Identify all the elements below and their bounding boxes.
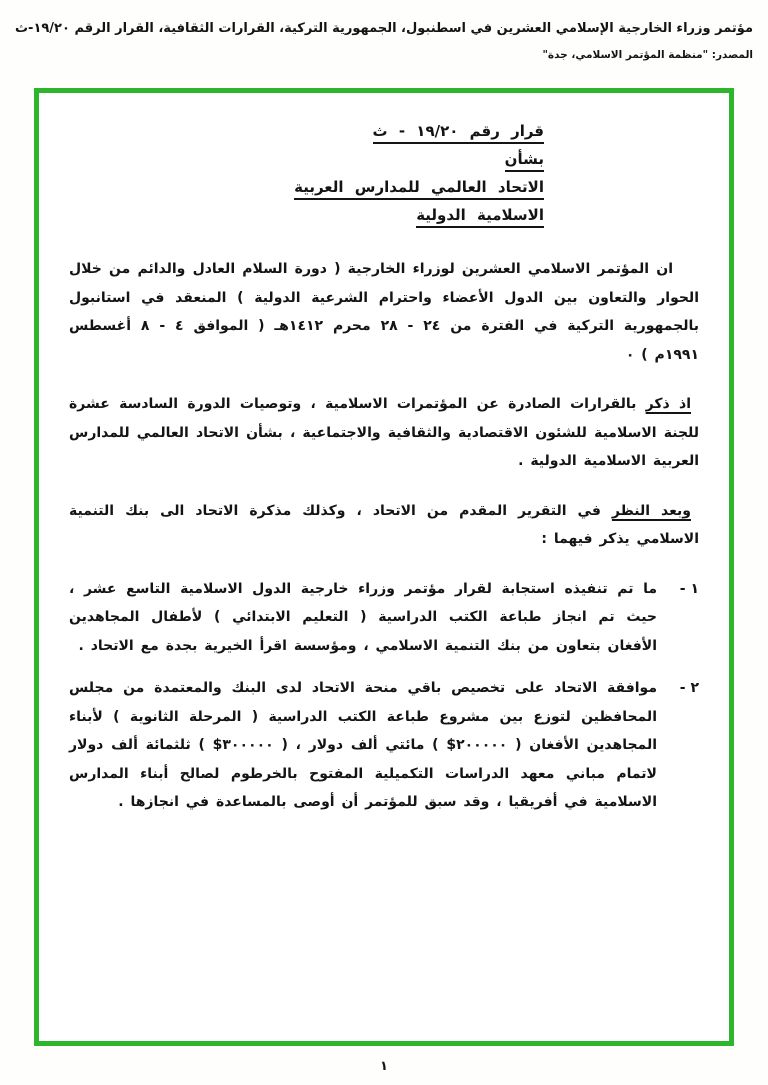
list-item-1 bbox=[69, 575, 699, 661]
green-border-frame bbox=[34, 88, 734, 1046]
preamble-paragraph bbox=[69, 255, 699, 369]
resolution-number-line bbox=[69, 117, 544, 145]
recalling-lead: اذ ذكر bbox=[645, 396, 691, 412]
page-number: ١ bbox=[380, 1059, 388, 1074]
resolution-number-text: قرار رقم ١٩/٢٠ - ث bbox=[373, 122, 544, 144]
resolution-subject-line-2-text: الاسلامية الدولية bbox=[416, 206, 544, 228]
list-item-2-number: ٢ - bbox=[679, 680, 699, 696]
list-item-2-text: موافقة الاتحاد على تخصيص باقي منحة الاتحاد لدى البنك والمعتمدة من مجلس المحافظين لتوزع بين مشروع طباعة الكتب الدراسية ( المرحلة الثانوية ) لأبناء المجاهدين الأفغان ( ٢٠٠٠٠٠$ ) مائتي ألف دولار ، ( ٣٠٠٠٠٠$ ) ثلثمائة ألف دولار لاتمام مباني معهد الدراسات التكميلية المفتوح بالخرطوم لصالح أبناء المدارس الاسلامية في أفريقيا ، وقد سبق للمؤتمر أن أوصى بالمساعدة في انجازها . bbox=[69, 680, 657, 810]
having-reviewed-lead: وبعد النظر bbox=[611, 502, 691, 519]
list-item-2 bbox=[69, 674, 699, 817]
document-header-line: مؤتمر وزراء الخارجية الإسلامي العشرين في اسطنبول، الجمهورية التركية، القرارات الثقافية، القرار الرقم ١٩/٢٠-ث bbox=[14, 21, 753, 36]
list-item-1-text: ما تم تنفيذه استجابة لقرار مؤتمر وزراء خارجية الدول الاسلامية التاسع عشر ، حيث تم انجاز طباعة الكتب الدراسية ( التعليم الابتدائي ) لأطفال المجاهدين الأفغان بتعاون من بنك التنمية الاسلامي ، ومؤسسة اقرأ الخيرية بجدة مع الاتحاد . bbox=[69, 580, 657, 654]
having-reviewed-paragraph bbox=[69, 497, 699, 554]
having-reviewed-paragraph-text: في التقرير المقدم من الاتحاد ، وكذلك مذكرة الاتحاد الى بنك التنمية الاسلامي يذكر فيهما : bbox=[69, 502, 699, 547]
resolution-subject-line-1-text: الاتحاد العالمي للمدارس العربية bbox=[294, 178, 544, 200]
recalling-paragraph-text: بالقرارات الصادرة عن المؤتمرات الاسلامية ، وتوصيات الدورة السادسة عشرة للجنة الاسلامية للشئون الاقتصادية والثقافية والاجتماعية ، بشأن الاتحاد العالمي للمدارس العربية الاسلامية الدولية . bbox=[69, 396, 699, 469]
resolution-subject-word-text: بشأن bbox=[505, 150, 544, 172]
resolution-subject-line-1 bbox=[69, 173, 544, 201]
source-line: المصدر: "منظمة المؤتمر الاسلامي، جدة" bbox=[542, 49, 753, 61]
preamble-paragraph-text: ان المؤتمر الاسلامي العشرين لوزراء الخارجية ( دورة السلام العادل والدائم من خلال الحوار والتعاون بين الدول الأعضاء واحترام الشرعية الدولية ) المنعقد في استانبول بالجمهورية التركية في الفترة من ٢٤ - ٢٨ محرم ١٤١٢هـ ( الموافق ٤ - ٨ أغسطس ١٩٩١م ) ٠ bbox=[69, 261, 700, 363]
list-item-1-number: ١ - bbox=[679, 580, 699, 597]
resolution-subject-line-2 bbox=[69, 201, 544, 229]
document-content bbox=[39, 93, 729, 1041]
resolution-subject-word bbox=[69, 145, 544, 173]
recalling-paragraph bbox=[69, 390, 699, 476]
resolution-title-block bbox=[69, 117, 544, 229]
